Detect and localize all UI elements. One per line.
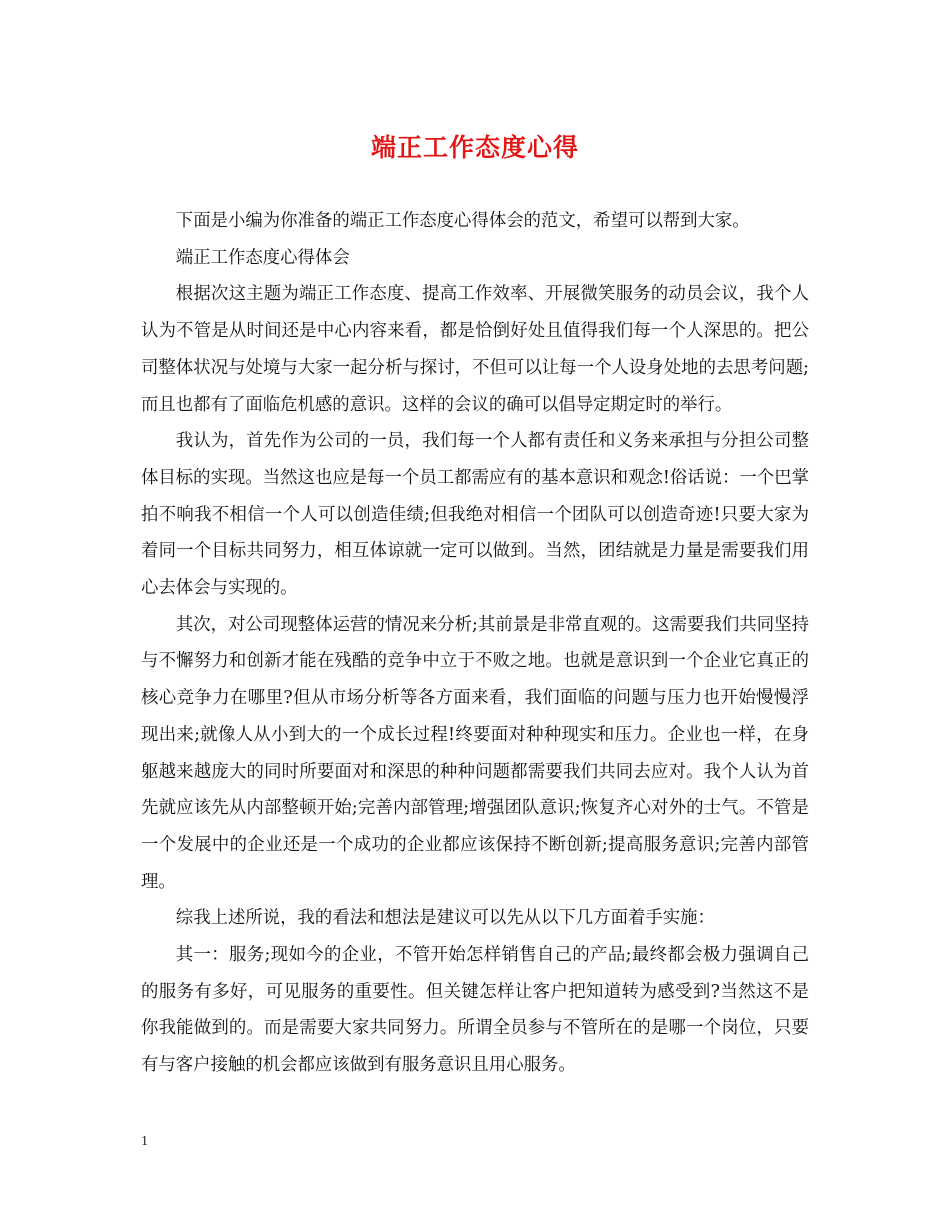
body-paragraph: 我认为，首先作为公司的一员，我们每一个人都有责任和义务来承担与分担公司整体目标的实现。当然这也应是每一个员工都需应有的基本意识和观念!俗话说：一个巴掌拍不响我不相信一个人可以创造佳绩;但我绝对相信一个团队可以创造奇迹!只要大家为着同一个目标共同努力，相互体谅就一定可以做到。当然，团结就是力量是需要我们用心去体会与实现的。 bbox=[141, 431, 809, 599]
section-heading: 端正工作态度心得体会 bbox=[175, 247, 350, 268]
document-body bbox=[141, 203, 809, 1084]
body-paragraph: 其次，对公司现整体运营的情况来分析;其前景是非常直观的。这需要我们共同坚持与不懈努力和创新才能在残酷的竞争中立于不败之地。也就是意识到一个企业它真正的核心竞争力在哪里?但从市场分析等各方面来看，我们面临的问题与压力也开始慢慢浮现出来;就像人从小到大的一个成长过程!终要面对种种现实和压力。企业也一样，在身躯越来越庞大的同时所要面对和深思的种种问题都需要我们共同去应对。我个人认为首先就应该先从内部整顿开始;完善内部管理;增强团队意识;恢复齐心对外的士气。不管是一个发展中的企业还是一个成功的企业都应该保持不断创新;提高服务意识;完善内部管理。 bbox=[141, 614, 809, 892]
page-number: 1 bbox=[141, 1134, 148, 1149]
body-paragraph: 综我上述所说，我的看法和想法是建议可以先从以下几方面着手实施： bbox=[175, 908, 715, 929]
intro-paragraph: 下面是小编为你准备的端正工作态度心得体会的范文，希望可以帮到大家。 bbox=[175, 211, 750, 231]
body-paragraph: 根据次这主题为端正工作态度、提高工作效率、开展微笑服务的动员会议，我个人认为不管是从时间还是中心内容来看，都是恰倒好处且值得我们每一个人深思的。把公司整体状况与处境与大家一起分析与探讨，不但可以让每一个人设身处地的去思考问题;而且也都有了面临危机感的意识。这样的会议的确可以倡导定期定时的举行。 bbox=[141, 284, 809, 415]
document-title: 端正工作态度心得 bbox=[370, 133, 579, 162]
body-paragraph: 其一：服务;现如今的企业，不管开始怎样销售自己的产品;最终都会极力强调自己的服务有多好，可见服务的重要性。但关键怎样让客户把知道转为感受到?当然这不是你我能做到的。而是需要大家共同努力。所谓全员参与不管所在的是哪一个岗位，只要有与客户接触的机会都应该做到有服务意识且用心服务。 bbox=[141, 945, 809, 1076]
